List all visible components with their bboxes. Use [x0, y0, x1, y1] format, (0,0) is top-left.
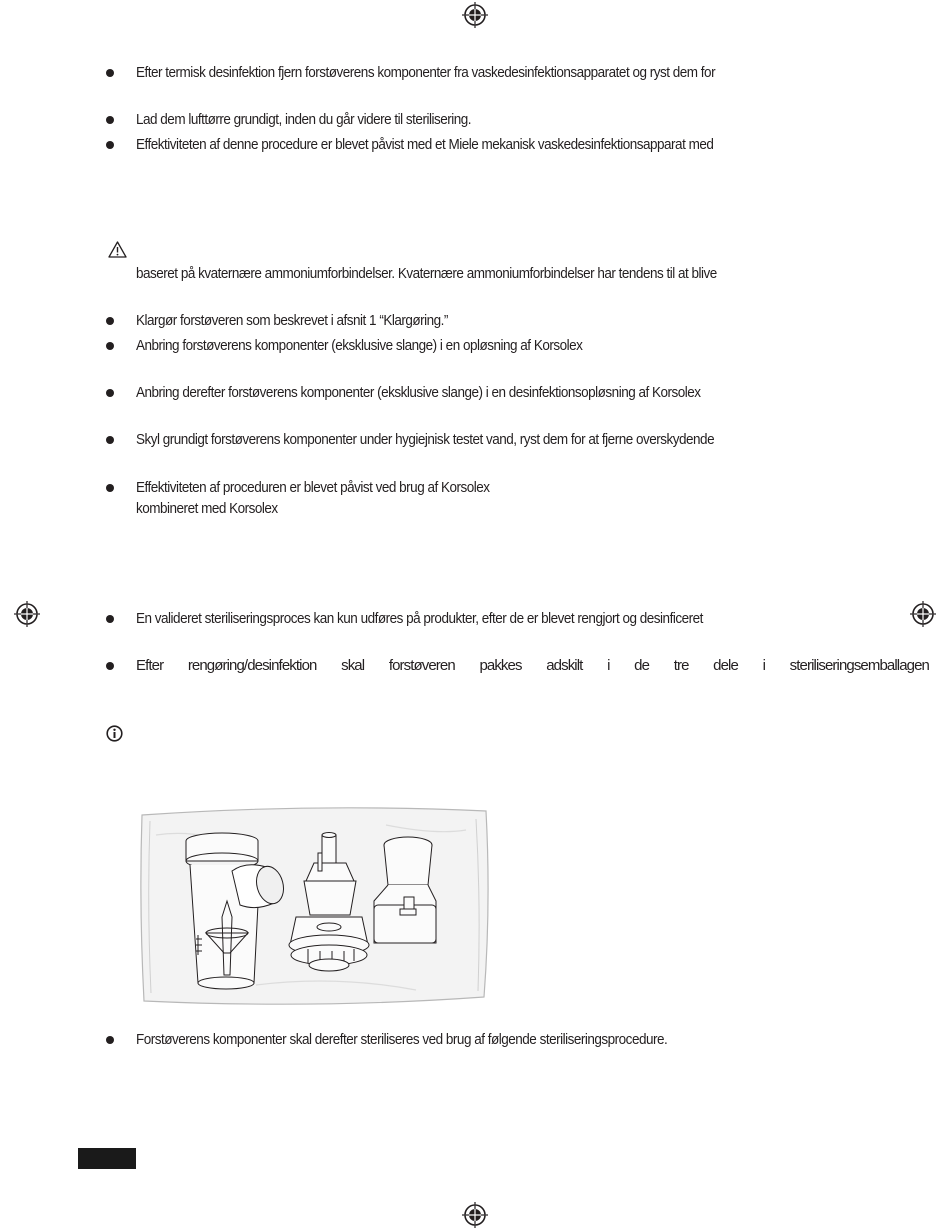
- bullet-text-sterilize-procedure: Forstøverens komponenter skal derefter steriliseres ved brug af følgende steriliseringsprocedure.: [136, 1031, 668, 1048]
- warning-text-continuation: baseret på kvaternære ammoniumforbindelser. Kvaternære ammoniumforbindelser har tendens til at blive: [136, 265, 717, 282]
- bullet-text-miele-effectiveness: Effektiviteten af denne procedure er blevet påvist med et Miele mekanisk vaskedesinfektionsapparat med: [136, 136, 714, 153]
- bullet-text-korsolex-combined: kombineret med Korsolex: [136, 500, 278, 517]
- registration-mark-icon: [462, 2, 488, 28]
- nebulizer-sterilization-bag-illustration: [136, 805, 492, 1009]
- bullet: [106, 436, 114, 444]
- bullet: [106, 1036, 114, 1044]
- bullet-text-korsolex-effectiveness: Effektiviteten af proceduren er blevet påvist ved brug af Korsolex: [136, 479, 490, 496]
- bullet-text-packaging: Efter rengøring/desinfektion skal forstøveren pakkes adskilt i de tre dele i steriliseringsemballagen: [136, 657, 929, 674]
- bullet-text-validated-sterilization: En valideret steriliseringsproces kan kun udføres på produkter, efter de er blevet rengjort og desinficeret: [136, 610, 703, 627]
- bullet: [106, 317, 114, 325]
- bullet: [106, 69, 114, 77]
- registration-mark-icon: [462, 1202, 488, 1228]
- bullet-text-air-dry: Lad dem lufttørre grundigt, inden du går videre til sterilisering.: [136, 111, 472, 128]
- bullet-text-disinfection-solution: Anbring derefter forstøverens komponenter (eksklusive slange) i en desinfektionsopløsning af Korsolex: [136, 384, 701, 401]
- bullet: [106, 662, 114, 670]
- bullet: [106, 116, 114, 124]
- bullet-text-thermal-disinfection: Efter termisk desinfektion fjern forstøverens komponenter fra vaskedesinfektionsapparatet og ryst dem for: [136, 64, 716, 81]
- registration-mark-icon: [14, 601, 40, 627]
- warning-triangle-icon: [108, 241, 127, 258]
- bullet: [106, 141, 114, 149]
- bullet-text-rinse: Skyl grundigt forstøverens komponenter under hygiejnisk testet vand, ryst dem for at fjerne overskydende: [136, 431, 715, 448]
- bullet-text-prepare: Klargør forstøveren som beskrevet i afsnit 1 “Klargøring.”: [136, 312, 448, 329]
- info-circle-icon: [106, 725, 123, 742]
- bullet-text-korsolex-solution: Anbring forstøverens komponenter (eksklusive slange) i en opløsning af Korsolex: [136, 337, 583, 354]
- bullet: [106, 484, 114, 492]
- bullet: [106, 389, 114, 397]
- page-marker-bar: [78, 1148, 136, 1169]
- registration-mark-icon: [910, 601, 936, 627]
- bullet: [106, 342, 114, 350]
- bullet: [106, 615, 114, 623]
